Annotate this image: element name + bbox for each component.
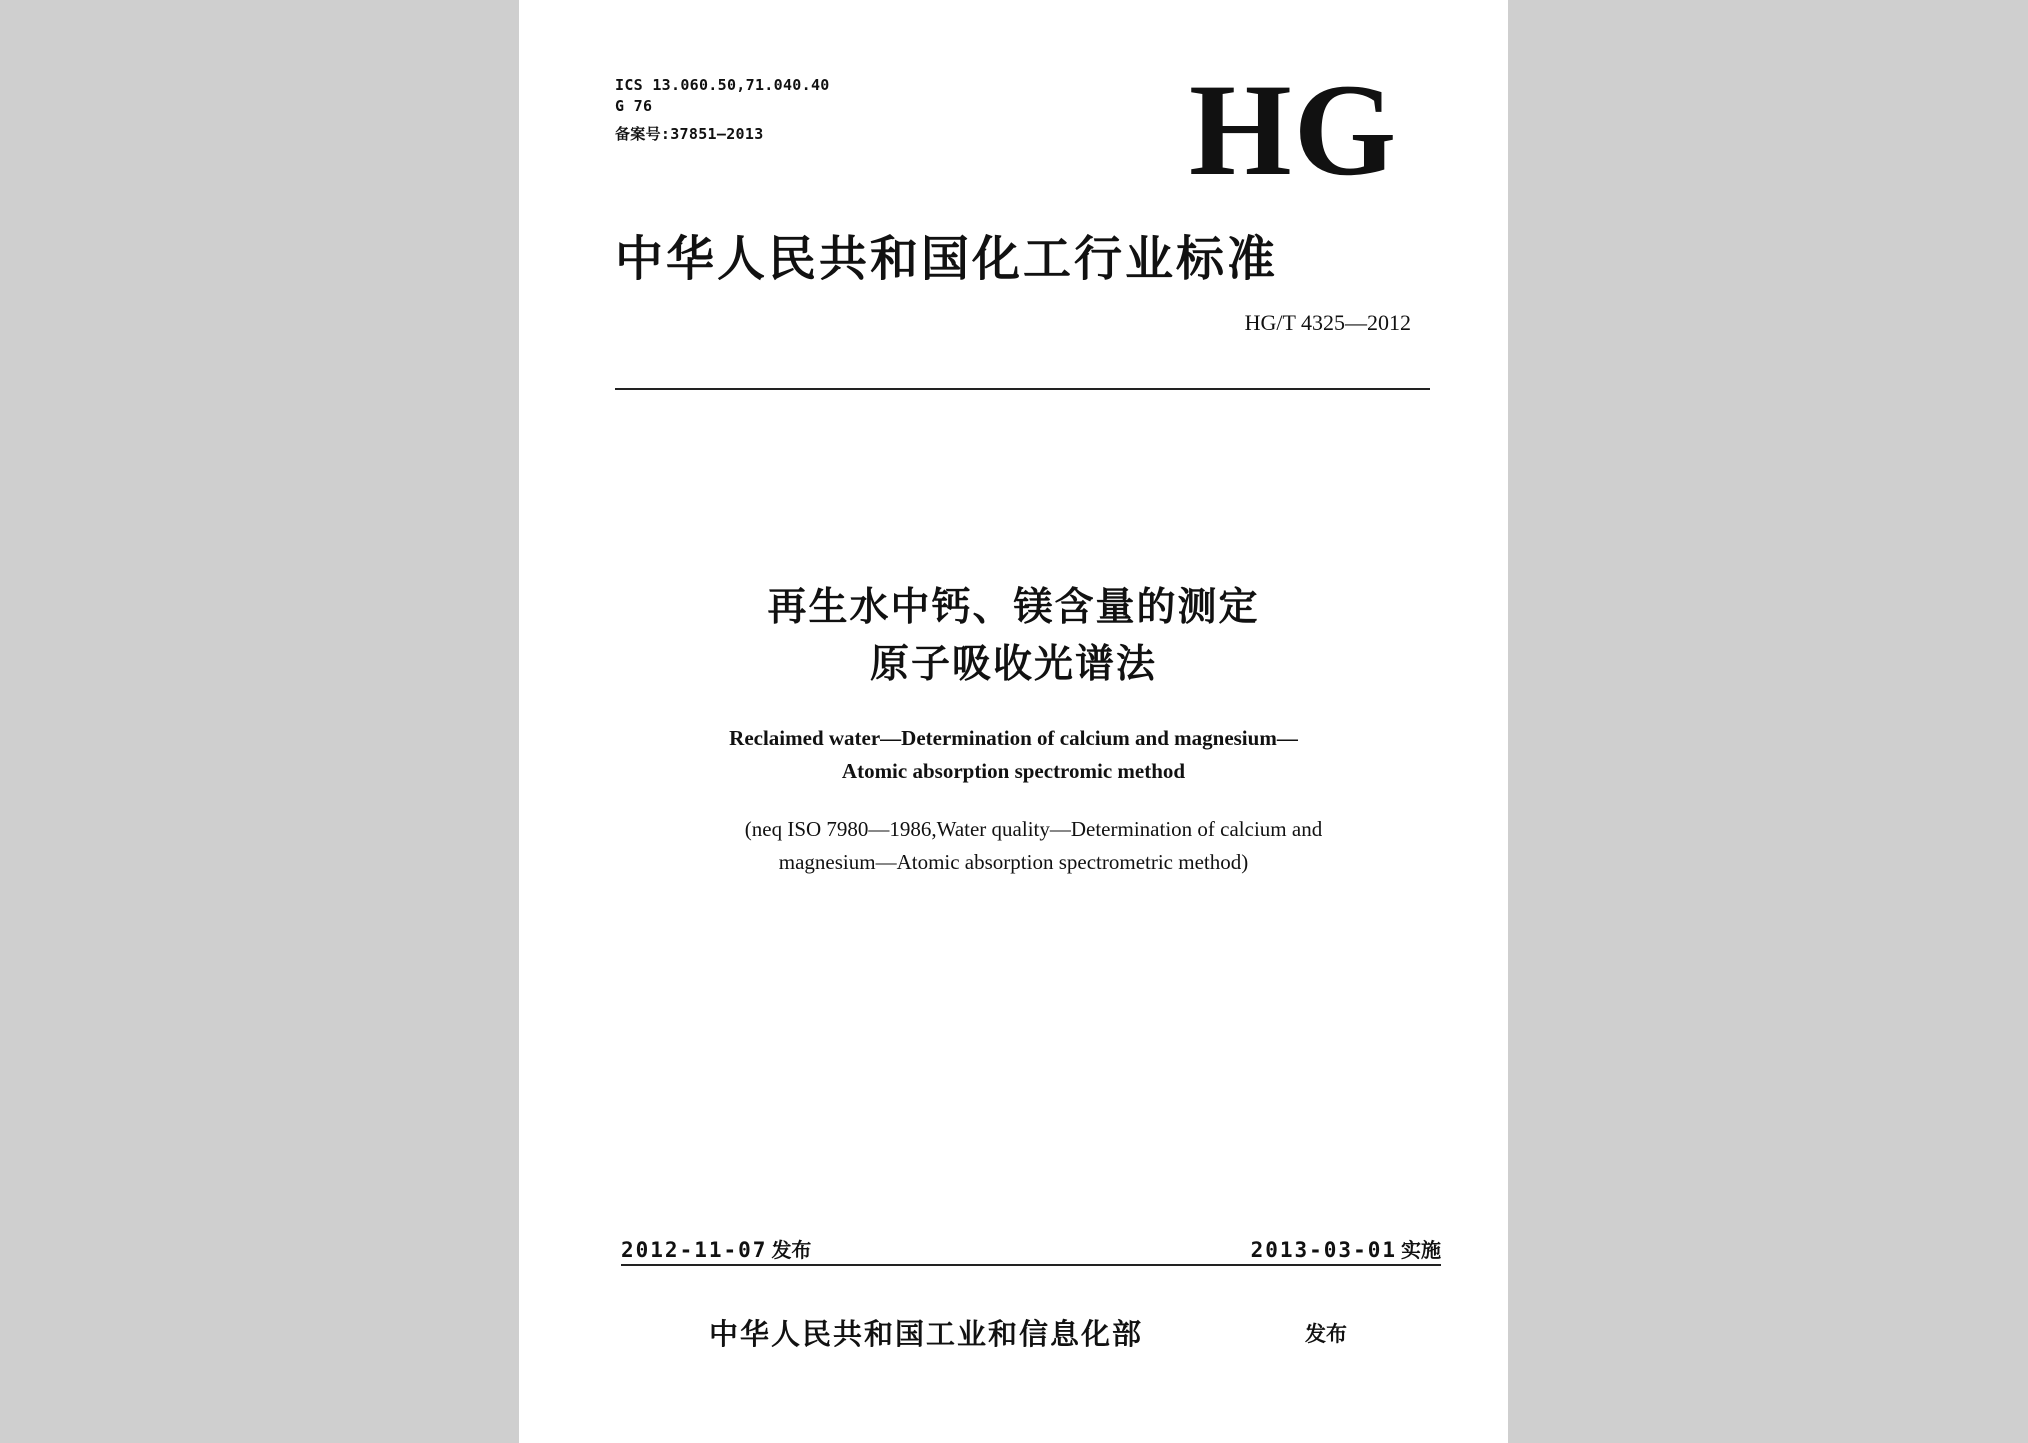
issue-date xyxy=(621,1234,811,1263)
implementation-date xyxy=(1251,1234,1441,1263)
document-page xyxy=(519,0,1508,1443)
standard-title: 中华人民共和国化工行业标准 xyxy=(615,231,1279,287)
issuing-action: 发布 xyxy=(1305,1322,1347,1346)
ics-code: ICS 13.060.50,71.040.40 xyxy=(615,76,830,94)
english-title-line-2: Atomic absorption spectromic method xyxy=(841,759,1186,783)
filing-number: 备案号:37851—2013 xyxy=(615,125,764,143)
classification-code: G 76 xyxy=(615,97,653,115)
issuing-authority: 中华人民共和国工业和信息化部 xyxy=(709,1317,1144,1351)
footer-divider xyxy=(621,1264,1441,1266)
implementation-date-label: 实施 xyxy=(1401,1238,1441,1262)
equivalence-note-line-1: (neq ISO 7980—1986,Water quality—Determination of calcium and xyxy=(744,817,1323,841)
issue-date-value: 2012-11-07 xyxy=(621,1238,768,1262)
english-title-line-1: Reclaimed water—Determination of calcium and magnesium— xyxy=(729,726,1298,750)
implementation-date-value: 2013-03-01 xyxy=(1250,1238,1397,1262)
chinese-title-line-2: 原子吸收光谱法 xyxy=(869,642,1157,687)
equivalence-note-line-2: magnesium—Atomic absorption spectrometric method) xyxy=(778,850,1249,874)
standard-number: HG/T 4325—2012 xyxy=(1244,310,1411,335)
hg-logo: HG xyxy=(1189,56,1399,203)
issue-date-label: 发布 xyxy=(771,1238,812,1262)
header-divider xyxy=(615,388,1430,390)
chinese-title-line-1: 再生水中钙、镁含量的测定 xyxy=(767,585,1260,630)
